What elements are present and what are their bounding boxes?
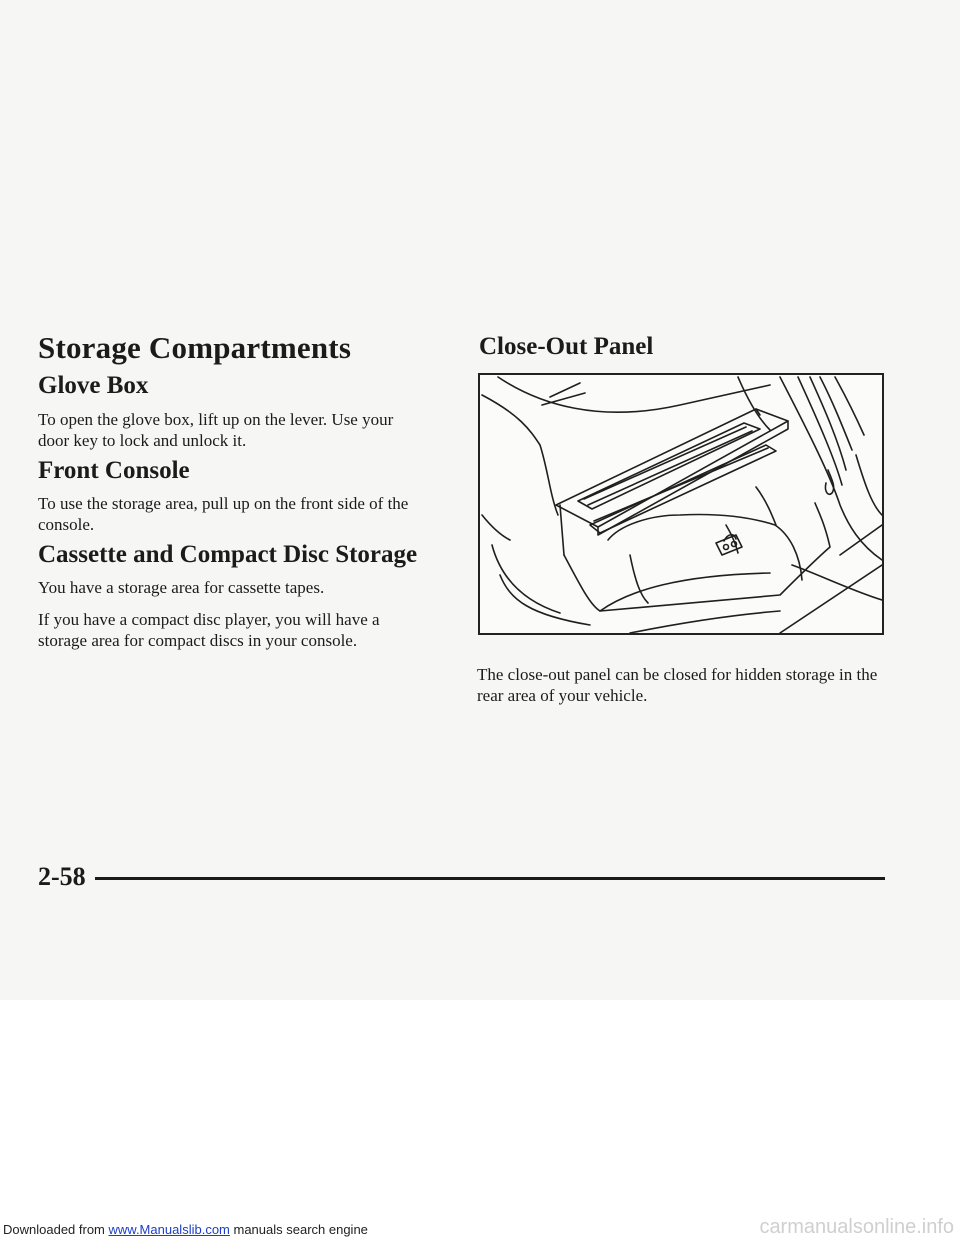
- section-heading-glove-box: Glove Box: [38, 372, 149, 399]
- cassette-storage-paragraph: You have a storage area for cassette tapes.: [38, 578, 325, 597]
- close-out-panel-illustration: [478, 373, 884, 635]
- manualslib-link[interactable]: www.Manualslib.com: [108, 1222, 230, 1237]
- front-console-paragraph: To use the storage area, pull up on the front side of the console.: [38, 494, 409, 534]
- page-number: 2-58: [38, 862, 86, 891]
- section-heading-cassette-cd-storage: Cassette and Compact Disc Storage: [38, 541, 418, 568]
- glove-box-paragraph: To open the glove box, lift up on the lever. Use your door key to lock and unlock it.: [38, 410, 394, 450]
- compact-disc-storage-paragraph: If you have a compact disc player, you will have a storage area for compact discs in your console.: [38, 610, 380, 650]
- download-attribution: [3, 1222, 368, 1237]
- download-suffix: manuals search engine: [229, 1222, 368, 1237]
- close-out-panel-caption: The close-out panel can be closed for hidden storage in the rear area of your vehicle.: [477, 665, 878, 705]
- page-title: Storage Compartments: [38, 330, 352, 365]
- section-heading-close-out-panel: Close-Out Panel: [479, 333, 654, 360]
- download-prefix: Downloaded from: [3, 1222, 109, 1237]
- footer-rule: [95, 877, 885, 880]
- watermark: carmanualsonline.info: [759, 1216, 954, 1238]
- section-heading-front-console: Front Console: [38, 457, 190, 484]
